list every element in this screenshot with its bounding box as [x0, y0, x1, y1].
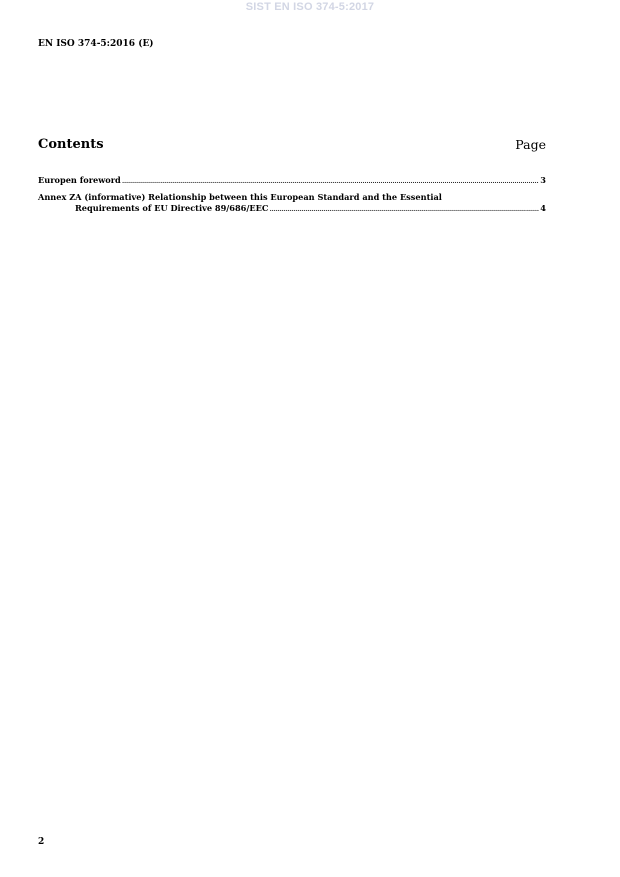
toc-entry-page: 3: [540, 175, 546, 185]
toc-entry-title: Europen foreword: [38, 175, 121, 185]
page-number: 2: [38, 837, 45, 847]
toc-entry-title-continued: Requirements of EU Directive 89/686/EEC: [75, 203, 269, 213]
toc-entry-title: Annex ZA (informative) Relationship between this European Standard and the Essential: [38, 192, 442, 202]
toc-entry-foreword[interactable]: [38, 175, 546, 186]
page-column-label: Page: [515, 137, 546, 152]
toc-entry-annex-za[interactable]: [38, 192, 546, 214]
contents-title: Contents: [38, 137, 104, 152]
watermark: SIST EN ISO 374-5:2017: [245, 1, 375, 13]
dot-leader: [122, 175, 540, 186]
table-of-contents: [38, 175, 546, 214]
document-identifier: EN ISO 374-5:2016 (E): [38, 39, 154, 49]
toc-entry-page: 4: [540, 203, 546, 213]
contents-header: [38, 136, 546, 154]
dot-leader: [269, 203, 539, 214]
